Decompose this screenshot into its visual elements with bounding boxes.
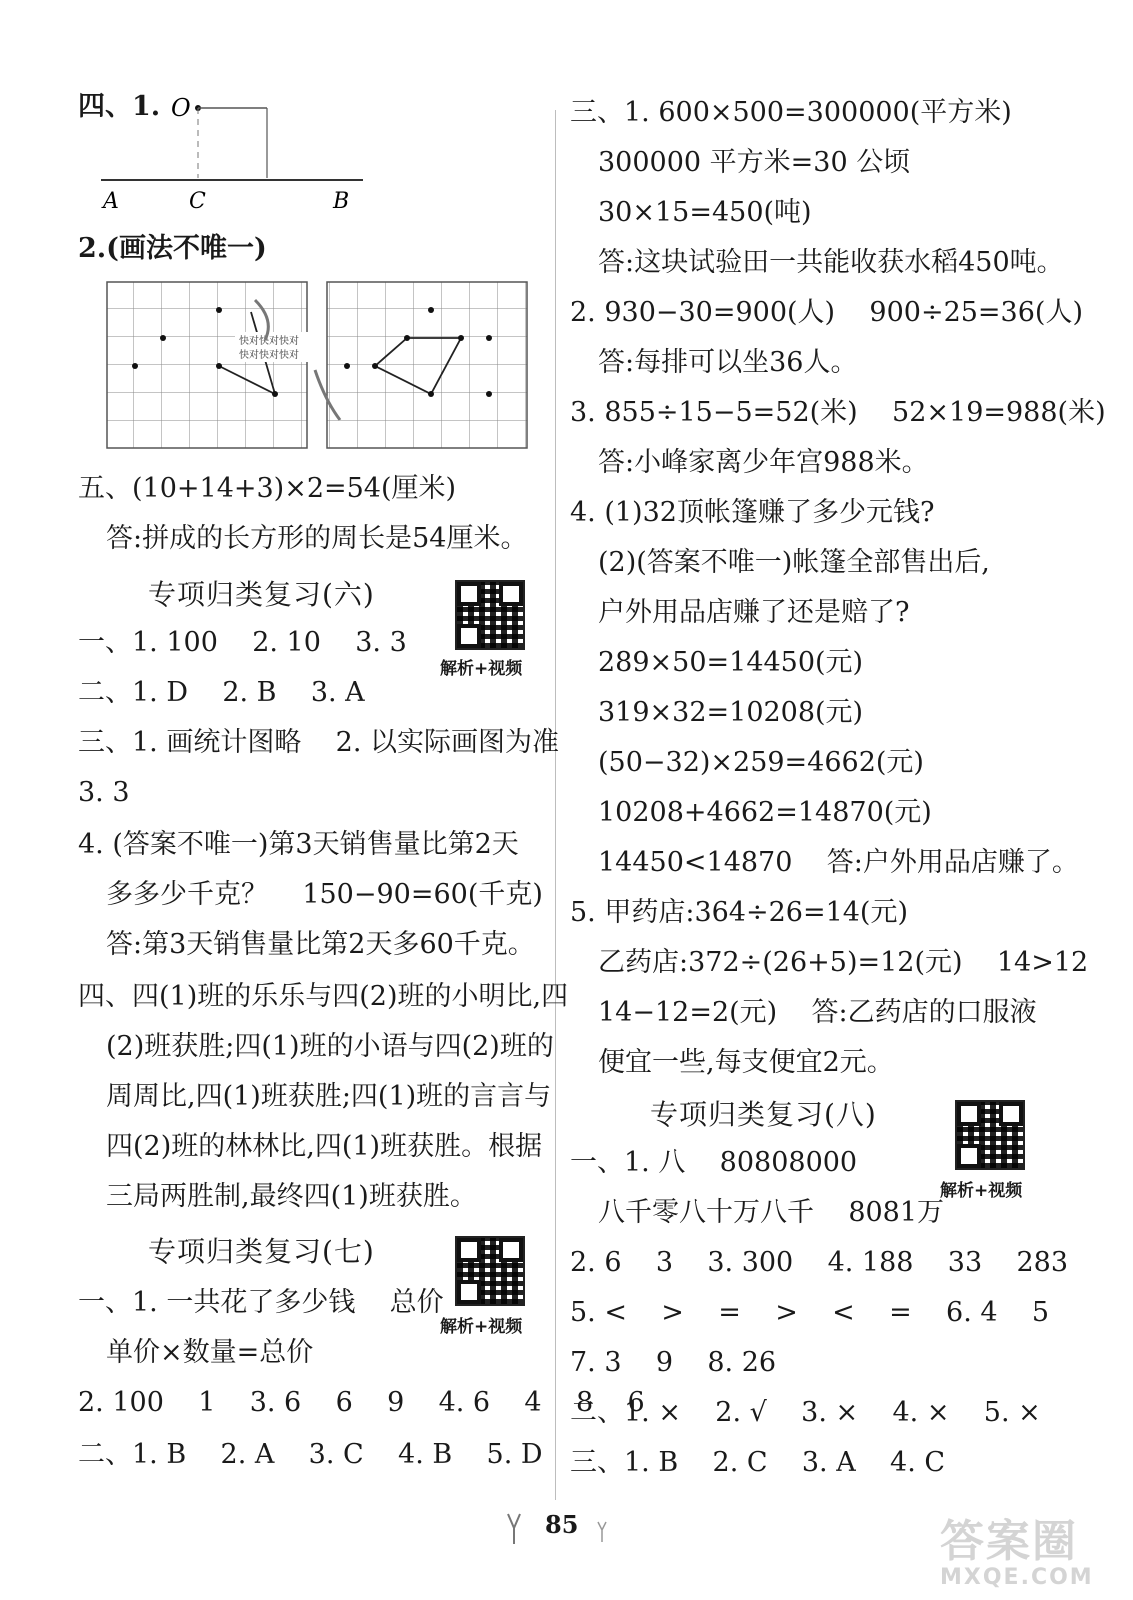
right-line20: 便宜一些,每支便宜2元。 bbox=[598, 1047, 894, 1078]
point-a-label: A bbox=[103, 189, 119, 214]
right-line13: 319×32=10208(元) bbox=[598, 697, 864, 728]
review6-line10: 周周比,四(1)班获胜;四(1)班的言言与 bbox=[106, 1081, 552, 1112]
review6-line9: (2)班获胜;四(1)班的小语与四(2)班的 bbox=[106, 1031, 554, 1062]
point-o-label: O bbox=[171, 94, 191, 122]
right-line23: 2. 6 3 3. 300 4. 188 33 283 bbox=[570, 1247, 1068, 1278]
review6-line3: 三、1. 画统计图略 2. 以实际画图为准 bbox=[78, 727, 560, 758]
qr-caption-8: 解析+视频 bbox=[940, 1181, 1023, 1201]
grid-note-1: 快对快对快对 bbox=[239, 336, 299, 347]
grid-note-2: 快对快对快对 bbox=[239, 350, 299, 361]
review6-line6: 多多少千克？ 150−90=60(千克) bbox=[106, 879, 543, 910]
right-line12: 289×50=14450(元) bbox=[598, 647, 864, 678]
right-line18: 乙药店:372÷(26+5)=12(元) 14>12 bbox=[598, 947, 1089, 978]
right-line8: 答:小峰家离少年宫988米。 bbox=[598, 447, 929, 478]
right-line10: (2)(答案不唯一)帐篷全部售出后, bbox=[598, 547, 990, 578]
section-5-answer: 答:拼成的长方形的周长是54厘米。 bbox=[106, 523, 528, 554]
review6-line4: 3. 3 bbox=[78, 777, 130, 808]
right-line24: 5. < > = > < = 6. 4 5 bbox=[570, 1297, 1050, 1328]
column-divider bbox=[555, 110, 556, 1500]
section-5-line1: 五、(10+14+3)×2=54(厘米) bbox=[78, 473, 457, 504]
right-line4: 答:这块试验田一共能收获水稻450吨。 bbox=[598, 247, 1064, 278]
qr-code-8[interactable] bbox=[955, 1100, 1025, 1170]
right-line5: 2. 930−30=900(人) 900÷25=36(人) bbox=[570, 297, 1083, 328]
watermark-logo: 答案圈 bbox=[940, 1516, 1078, 1567]
right-line14: (50−32)×259=4662(元) bbox=[598, 747, 924, 778]
right-line19: 14−12=2(元) 答:乙药店的口服液 bbox=[598, 997, 1037, 1028]
qr-caption-7: 解析+视频 bbox=[440, 1317, 523, 1337]
qr-code-7[interactable] bbox=[455, 1236, 525, 1306]
right-line25: 7. 3 9 8. 26 bbox=[570, 1347, 777, 1378]
right-line21: 一、1. 八 80808000 bbox=[570, 1147, 858, 1178]
review7-line3: 2. 100 1 3. 6 6 9 4. 6 4 8 6 bbox=[78, 1387, 645, 1418]
right-line27: 三、1. B 2. C 3. A 4. C bbox=[570, 1447, 946, 1478]
review6-line8: 四、四(1)班的乐乐与四(2)班的小明比,四 bbox=[78, 981, 569, 1012]
review6-line5: 4. (答案不唯一)第3天销售量比第2天 bbox=[78, 829, 519, 860]
right-line17: 5. 甲药店:364÷26=14(元) bbox=[570, 897, 909, 928]
right-line22: 八千零八十万八千 8081万 bbox=[598, 1197, 945, 1228]
review7-line1: 一、1. 一共花了多少钱 总价 bbox=[78, 1287, 444, 1318]
right-line3: 30×15=450(吨) bbox=[598, 197, 812, 228]
right-line26: 二、1. × 2. √ 3. × 4. × 5. × bbox=[570, 1397, 1041, 1428]
heading-review-8: 专项归类复习(八) bbox=[650, 1098, 877, 1131]
review6-line11: 四(2)班的林林比,四(1)班获胜。根据 bbox=[106, 1131, 543, 1162]
heading-review-6: 专项归类复习(六) bbox=[148, 578, 375, 611]
right-line9: 4. (1)32顶帐篷赚了多少元钱? bbox=[570, 497, 935, 528]
perpendicular-figure bbox=[95, 88, 375, 218]
review6-line2: 二、1. D 2. B 3. A bbox=[78, 677, 365, 708]
qr-caption-6: 解析+视频 bbox=[440, 659, 523, 679]
review6-line1: 一、1. 100 2. 10 3. 3 bbox=[78, 627, 407, 658]
point-b-label: B bbox=[333, 189, 350, 214]
watermark bbox=[940, 1505, 1094, 1590]
review6-line12: 三局两胜制,最终四(1)班获胜。 bbox=[106, 1181, 477, 1212]
right-line6: 答:每排可以坐36人。 bbox=[598, 347, 858, 378]
right-line16: 14450<14870 答:户外用品店赚了。 bbox=[598, 847, 1079, 878]
section-4-q1-label: 四、1. bbox=[78, 91, 161, 122]
right-line2: 300000 平方米=30 公顷 bbox=[598, 147, 911, 178]
right-line11: 户外用品店赚了还是赔了? bbox=[598, 597, 910, 628]
section-4-q2: 2.(画法不唯一) bbox=[78, 233, 267, 264]
page-number: 85 bbox=[545, 1510, 579, 1539]
right-line1: 三、1. 600×500=300000(平方米) bbox=[570, 97, 1012, 128]
grid-right bbox=[327, 282, 527, 448]
heading-review-7: 专项归类复习(七) bbox=[148, 1235, 375, 1268]
review6-line7: 答:第3天销售量比第2天多60千克。 bbox=[106, 929, 535, 960]
watermark-url: MXQE.COM bbox=[940, 1565, 1094, 1590]
review7-line2: 单价×数量=总价 bbox=[106, 1337, 314, 1368]
grid-figure bbox=[105, 280, 535, 452]
right-line7: 3. 855÷15−5=52(米) 52×19=988(米) bbox=[570, 397, 1106, 428]
qr-code-6[interactable] bbox=[455, 580, 525, 650]
review7-line4: 二、1. B 2. A 3. C 4. B 5. D bbox=[78, 1439, 543, 1470]
right-line15: 10208+4662=14870(元) bbox=[598, 797, 932, 828]
point-c-label: C bbox=[189, 189, 206, 214]
